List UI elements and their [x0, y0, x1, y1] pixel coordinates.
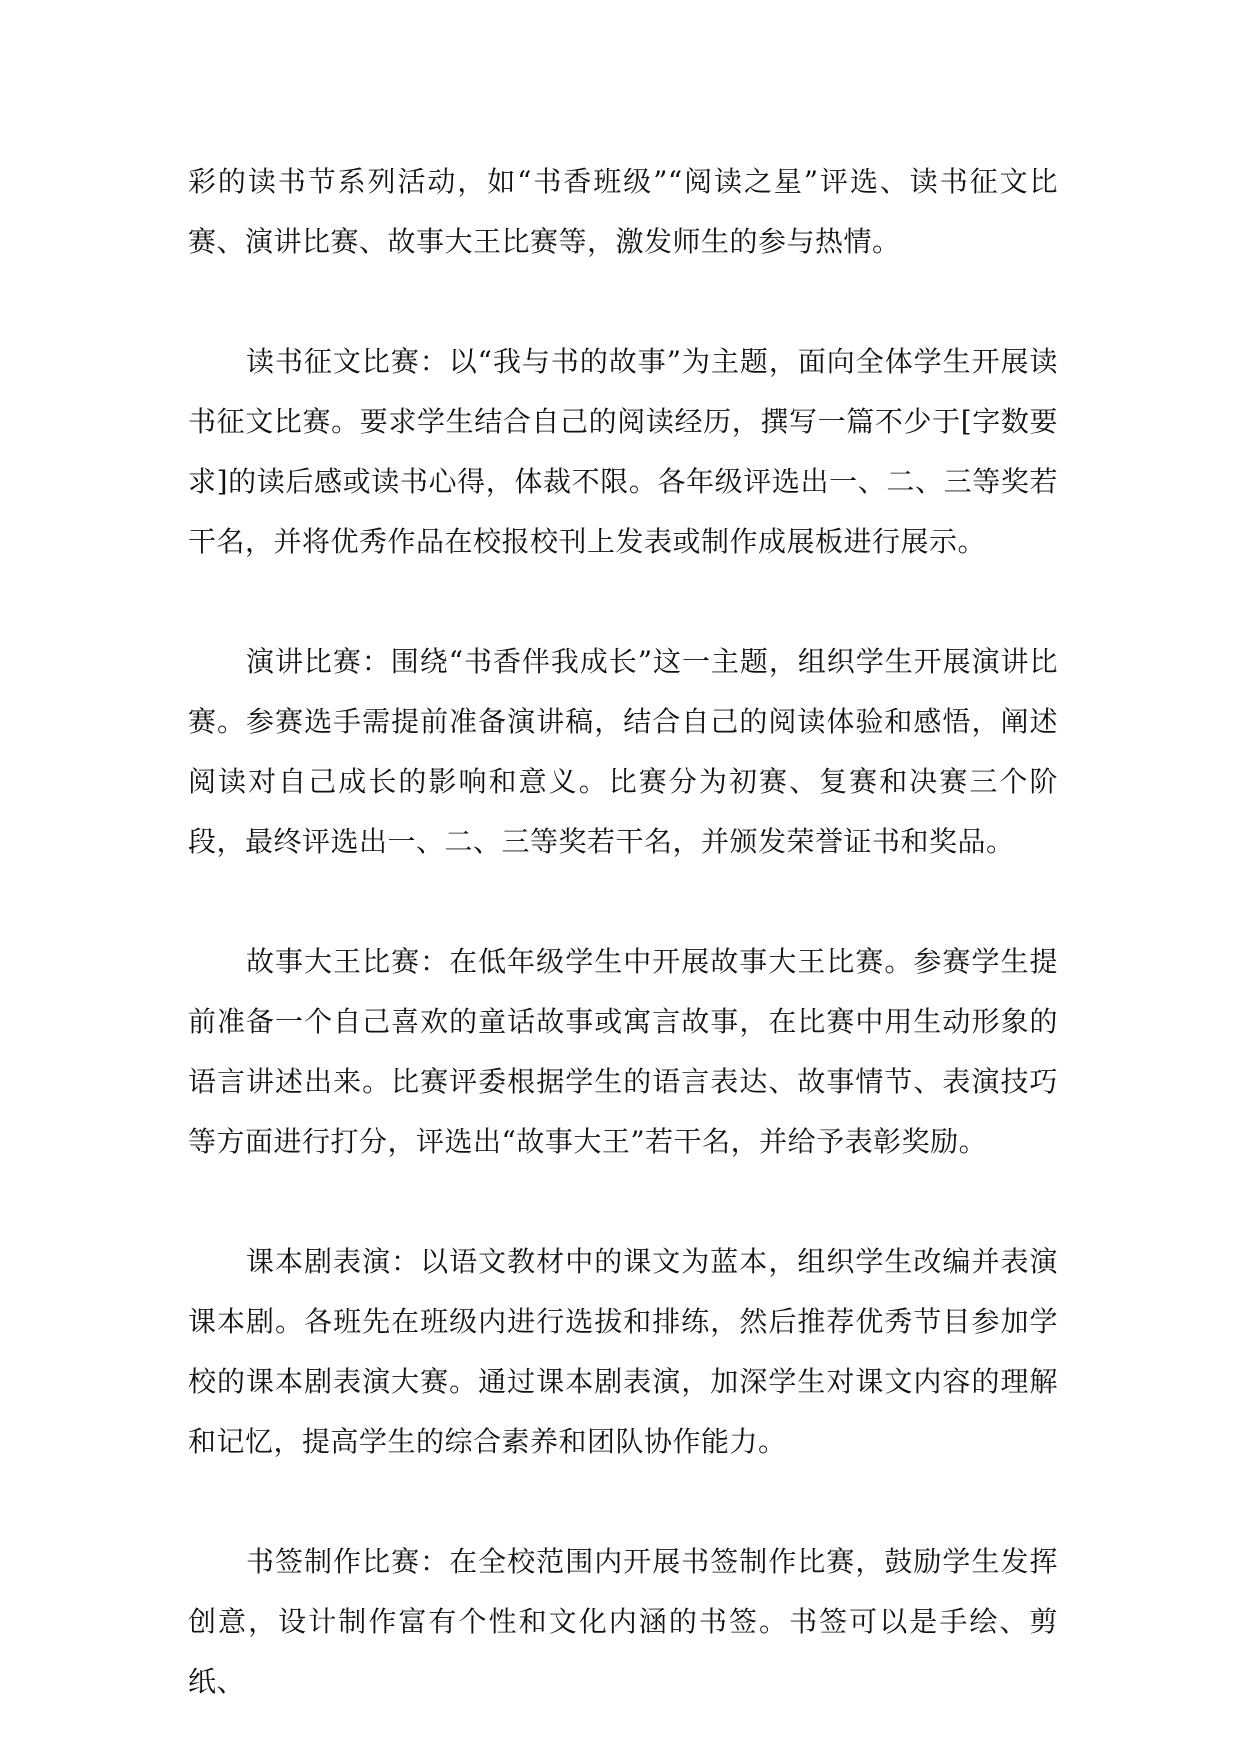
paragraph-bookmark-contest: 书签制作比赛：在全校范围内开展书签制作比赛，鼓励学生发挥创意，设计制作富有个性和文化内涵的书签。书签可以是手绘、剪纸、 — [188, 1545, 1058, 1698]
paragraph-storytelling-contest: 故事大王比赛：在低年级学生中开展故事大王比赛。参赛学生提前准备一个自己喜欢的童话故事或寓言故事，在比赛中用生动形象的语言讲述出来。比赛评委根据学生的语言表达、故事情节、表演技巧等方面进行打分，评选出“故事大王”若干名，并给予表彰奖励。 — [188, 945, 1058, 1158]
paragraph-reading-festival-intro: 彩的读书节系列活动，如“书香班级”“阅读之星”评选、读书征文比赛、演讲比赛、故事大王比赛等，激发师生的参与热情。 — [188, 165, 1058, 258]
paragraph-speech-contest: 演讲比赛：围绕“书香伴我成长”这一主题，组织学生开展演讲比赛。参赛选手需提前准备演讲稿，结合自己的阅读体验和感悟，阐述阅读对自己成长的影响和意义。比赛分为初赛、复赛和决赛三个阶段，最终评选出一、二、三等奖若干名，并颁发荣誉证书和奖品。 — [188, 645, 1058, 858]
paragraph-essay-contest: 读书征文比赛：以“我与书的故事”为主题，面向全体学生开展读书征文比赛。要求学生结合自己的阅读经历，撰写一篇不少于[字数要求]的读后感或读书心得，体裁不限。各年级评选出一、二、三等奖若干名，并将优秀作品在校报校刊上发表或制作成展板进行展示。 — [188, 345, 1058, 558]
document-body — [188, 152, 1058, 1712]
paragraph-textbook-drama: 课本剧表演：以语文教材中的课文为蓝本，组织学生改编并表演课本剧。各班先在班级内进行选拔和排练，然后推荐优秀节目参加学校的课本剧表演大赛。通过课本剧表演，加深学生对课文内容的理解和记忆，提高学生的综合素养和团队协作能力。 — [188, 1245, 1058, 1458]
